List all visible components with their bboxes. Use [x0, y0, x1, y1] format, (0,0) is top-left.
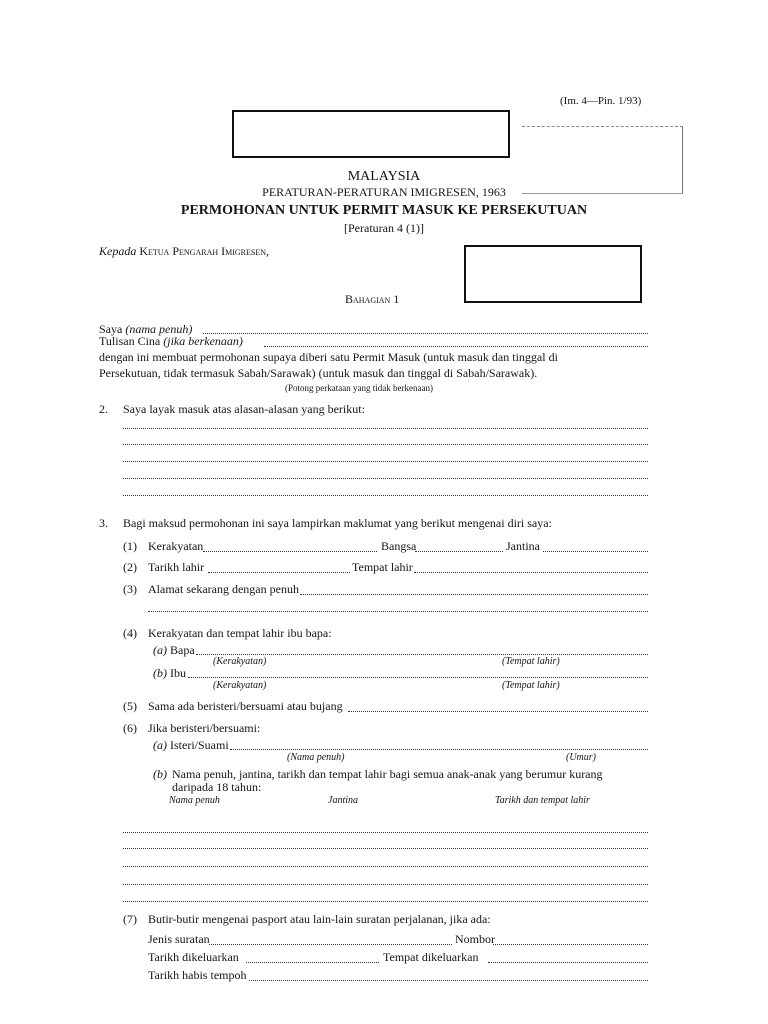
children-line-field-4[interactable] [123, 884, 648, 885]
alamat-field-1[interactable] [300, 594, 648, 595]
bapa-marker [153, 643, 195, 658]
col-jantina-header [328, 795, 358, 806]
intro-line-2: Persekutuan, tidak termasuk Sabah/Sarawak) (untuk masuk dan tinggal di Sabah/Sarawak). [99, 366, 538, 380]
spouse-name-text: (Nama penuh) [287, 752, 345, 763]
ibu-label: Ibu [170, 666, 186, 680]
spouse-age-text: (Umur) [566, 752, 596, 763]
photo-box [464, 245, 642, 303]
reason-line-4[interactable] [123, 478, 648, 479]
jika-berkenaan-text: (jika berkenaan) [163, 334, 243, 348]
s2-number: 2. [99, 402, 108, 416]
tarikh-dikeluarkan-field[interactable] [246, 962, 379, 963]
spouse-letter: (a) [153, 738, 167, 752]
bapa-label: Bapa [170, 643, 195, 657]
bangsa-label: Bangsa [381, 539, 417, 553]
spouse-name-caption [287, 752, 345, 763]
jenis-field[interactable] [209, 944, 452, 945]
children-line-1: Nama penuh, jantina, tarikh dan tempat lahir bagi semua anak-anak yang berumur kurang [172, 767, 603, 781]
bangsa-field[interactable] [415, 551, 503, 552]
nombor-label: Nombor [455, 932, 495, 946]
kerakyatan-label: Kerakyatan [148, 539, 204, 553]
official-use-box [232, 110, 510, 158]
tulisan-cina-text: Tulisan Cina [99, 334, 161, 348]
bapa-tempat-caption [502, 656, 560, 667]
children-line-field-1[interactable] [123, 832, 648, 833]
ibu-tempat-text: (Tempat lahir) [502, 680, 560, 691]
tempat-dikeluarkan-field[interactable] [488, 962, 648, 963]
tarikh-lahir-label: Tarikh lahir [148, 560, 205, 574]
addressee-name: Ketua Pengarah Imigresen, [139, 244, 270, 258]
children-line-field-2[interactable] [123, 848, 648, 849]
marital-field[interactable] [348, 711, 648, 712]
s3-text: Bagi maksud permohonan ini saya lampirkan maklumat yang berikut mengenai diri saya: [123, 516, 552, 530]
spouse-field[interactable] [230, 749, 648, 750]
col-tarikh-text: Tarikh dan tempat lahir [495, 795, 590, 806]
ibu-kerakyatan-text: (Kerakyatan) [213, 680, 267, 691]
strike-note: (Potong perkataan yang tidak berkenaan) [285, 383, 433, 393]
intro-line-1: dengan ini membuat permohonan supaya diberi satu Permit Masuk (untuk masuk dan tinggal di [99, 350, 558, 364]
item7-text: Butir-butir mengenai pasport atau lain-lain suratan perjalanan, jika ada: [148, 912, 491, 926]
country-heading: MALAYSIA [347, 169, 421, 184]
ibu-marker [153, 666, 186, 681]
item7-number: (7) [123, 912, 137, 926]
form-code: (Im. 4—Pin. 1/93) [560, 95, 642, 107]
children-line-2: daripada 18 tahun: [172, 780, 262, 794]
item2-number: (2) [123, 560, 137, 574]
tempat-dikeluarkan-label: Tempat dikeluarkan [383, 950, 479, 964]
marital-label: Sama ada beristeri/bersuami atau bujang [148, 699, 343, 713]
reason-line-5[interactable] [123, 495, 648, 496]
chinese-script-label [99, 334, 243, 349]
item4-number: (4) [123, 626, 137, 640]
col-jantina-text: Jantina [328, 795, 358, 806]
tempat-lahir-label: Tempat lahir [352, 560, 413, 574]
item4-text: Kerakyatan dan tempat lahir ibu bapa: [148, 626, 332, 640]
reason-line-2[interactable] [123, 444, 648, 445]
saya-text: Saya [99, 322, 123, 336]
nama-penuh-text: (nama penuh) [125, 322, 193, 336]
bapa-field[interactable] [196, 654, 648, 655]
col-tarikh-header [495, 795, 590, 806]
bapa-letter: (a) [153, 643, 167, 657]
col-nama-header [169, 795, 220, 806]
regulation-heading [0, 185, 768, 200]
item3-number: (3) [123, 582, 137, 596]
alamat-label: Alamat sekarang dengan penuh [148, 582, 299, 596]
ibu-tempat-caption [502, 680, 560, 691]
s2-text: Saya layak masuk atas alasan-alasan yang berikut: [123, 402, 365, 416]
ibu-field[interactable] [188, 677, 648, 678]
regulation-text: PERATURAN-PERATURAN IMIGRESEN, 1963 [262, 185, 506, 199]
chinese-script-field[interactable] [264, 346, 648, 347]
reason-line-1[interactable] [123, 428, 648, 429]
item6-text: Jika beristeri/bersuami: [148, 721, 261, 735]
jenis-label: Jenis suratan [148, 932, 210, 946]
tarikh-habis-label: Tarikh habis tempoh [148, 968, 247, 982]
addressee-line [99, 244, 269, 259]
children-letter: (b) [153, 767, 167, 781]
kepada-label: Kepada [99, 244, 137, 258]
children-line-field-5[interactable] [123, 901, 648, 902]
kerakyatan-field[interactable] [203, 551, 377, 552]
jantina-field[interactable] [543, 551, 648, 552]
item1-number: (1) [123, 539, 137, 553]
part-heading [345, 292, 399, 307]
col-nama-text: Nama penuh [169, 795, 220, 806]
tarikh-habis-field[interactable] [249, 980, 648, 981]
ibu-letter: (b) [153, 666, 167, 680]
reason-line-3[interactable] [123, 461, 648, 462]
tarikh-dikeluarkan-label: Tarikh dikeluarkan [148, 950, 239, 964]
item5-number: (5) [123, 699, 137, 713]
bapa-tempat-text: (Tempat lahir) [502, 656, 560, 667]
ibu-kerakyatan-caption [213, 680, 266, 691]
s3-number: 3. [99, 516, 108, 530]
regulation-reference: [Peraturan 4 (1)] [344, 221, 424, 235]
bapa-kerakyatan-text: (Kerakyatan) [213, 656, 267, 667]
bapa-kerakyatan-caption [213, 656, 266, 667]
children-marker [153, 767, 167, 782]
nombor-field[interactable] [493, 944, 648, 945]
jantina-label: Jantina [506, 539, 540, 553]
part-label: Bahagian 1 [345, 292, 400, 306]
alamat-field-2[interactable] [148, 611, 648, 612]
full-name-field[interactable] [203, 333, 648, 334]
spouse-age-caption [566, 752, 596, 763]
spouse-label: Isteri/Suami [170, 738, 229, 752]
item6-number: (6) [123, 721, 137, 735]
form-title: PERMOHONAN UNTUK PERMIT MASUK KE PERSEKUTUAN [180, 203, 588, 218]
spouse-marker [153, 738, 229, 753]
tempat-lahir-field[interactable] [414, 572, 648, 573]
children-line-field-3[interactable] [123, 866, 648, 867]
tarikh-lahir-field[interactable] [208, 572, 350, 573]
